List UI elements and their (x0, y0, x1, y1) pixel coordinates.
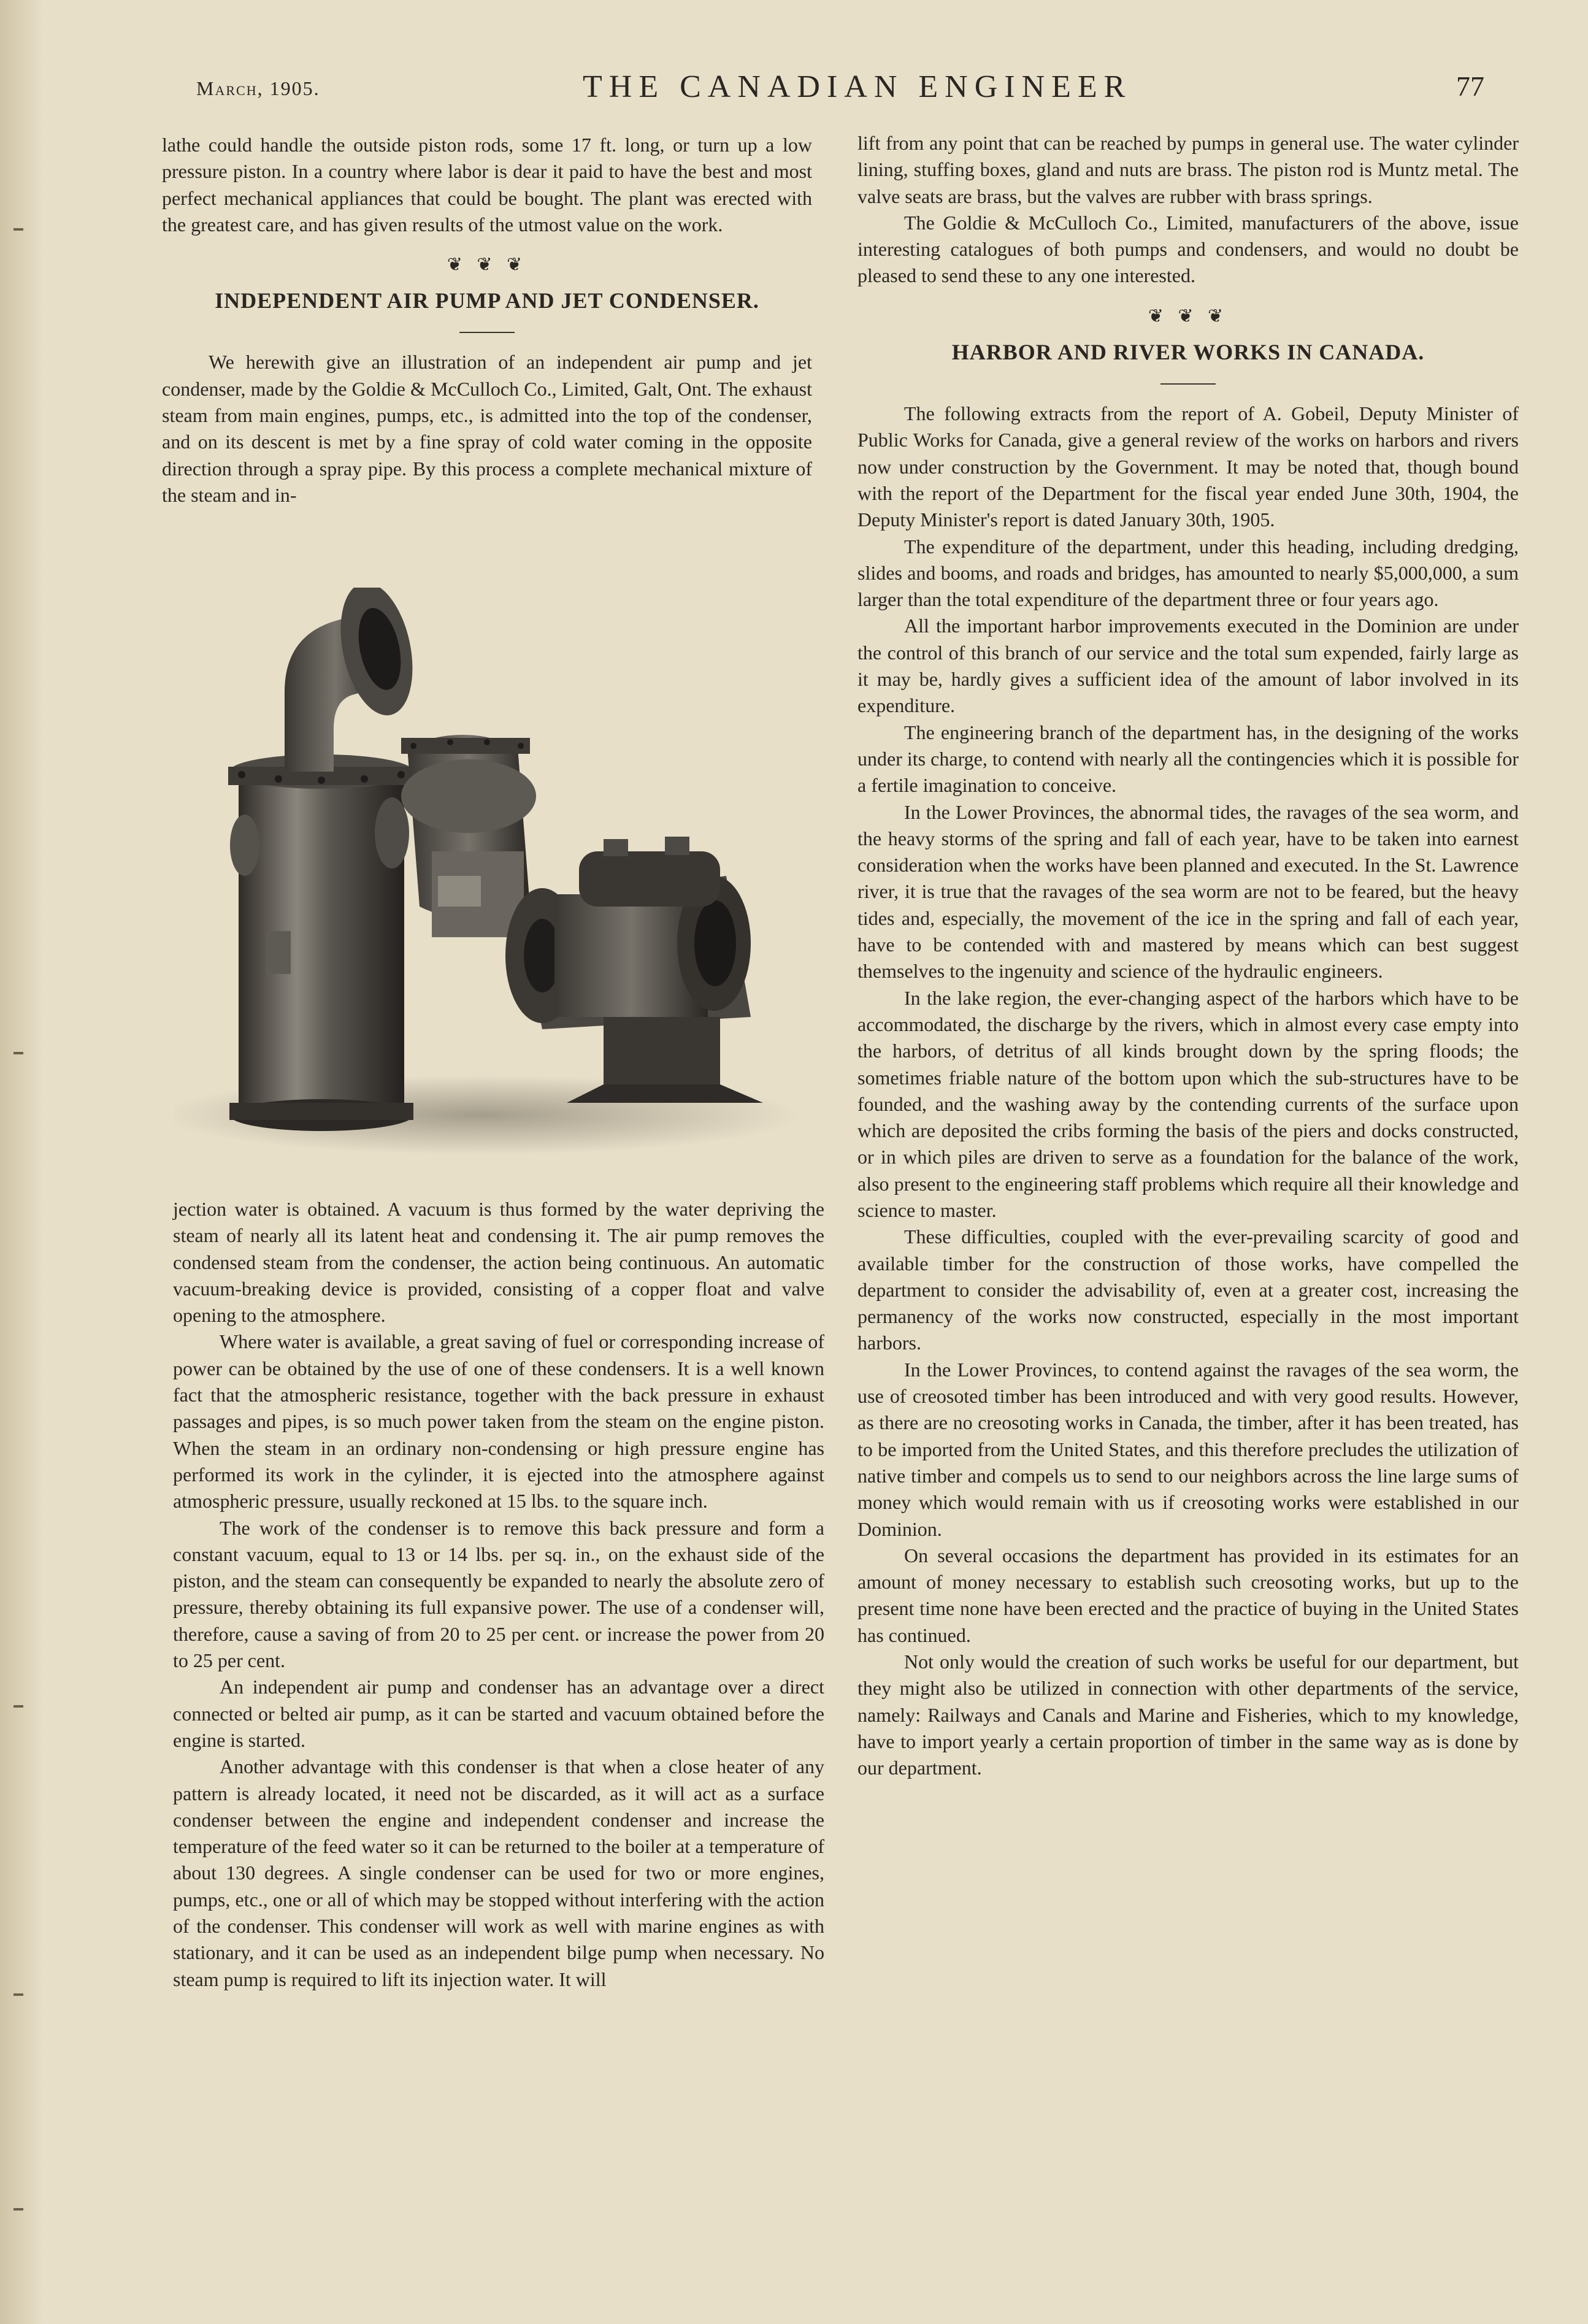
header-date: March, 1905. (196, 77, 320, 99)
paragraph: The Goldie & McCulloch Co., Limited, manufacturers of the above, issue interesting catalogues of both pumps and condensers, and would no doubt be pleased to send these to any one interested. (857, 211, 1519, 287)
paragraph: lathe could handle the outside piston rods, some 17 ft. long, or turn up a low pressure piston. In a country where labor is dear it paid to have the best and most perfect mechanical appliances that could be bought. The plant was erected with the greatest care, and has given results of the utmost value on the work. (162, 134, 812, 236)
page-header (196, 69, 1484, 112)
section-ornament: ❦ ❦ ❦ (447, 255, 527, 275)
paragraph: Not only would the creation of such works be useful for our department, but they might also be utilized in connection with other departments of the service, namely: Railways and Canals and Marine and Fisheries, which to my knowledge, have to import yearly a certain proportion of timber in the same way as is done by our department. (857, 1651, 1519, 1779)
margin-mark (13, 1993, 23, 1996)
condenser-illustration (174, 588, 824, 1158)
paragraph: The expenditure of the department, under this heading, including dredging, slides and booms, and roads and bridges, has amounted to nearly $5,000,000, a sum larger than the total expenditure of the department three or four years ago. (857, 535, 1519, 611)
right-column (857, 130, 1519, 1782)
paragraph: jection water is obtained. A vacuum is thus formed by the water depriving the steam of nearly all its latent heat and condensing it. The air pump removes the condensed steam from the condenser, the action being continuous. An automatic vacuum-breaking device is provided, consisting of a copper float and valve opening to the atmosphere. (173, 1198, 824, 1327)
heading-rule (1160, 383, 1216, 385)
heading-rule (459, 332, 515, 333)
paragraph: Where water is available, a great saving of fuel or corresponding increase of power can be obtained by the use of one of these condensers. It is a well known fact that the atmospheric resistance, together with the back pressure in exhaust passages and pipes, is so much power taken from the steam on the engine piston. When the steam in an ordinary non-condensing or high pressure engine has performed its work in the cylinder, it is ejected into the atmosphere against atmospheric pressure, usually reckoned at 15 lbs. to the square inch. (173, 1330, 824, 1513)
page-binding-edge (0, 0, 43, 2324)
paragraph: The following extracts from the report of A. Gobeil, Deputy Minister of Public Works for Canada, give a general review of the works on harbors and rivers now under construction by the Government. It may be noted that, though bound with the report of the Department for the fiscal year ended June 30th, 1904, the Deputy Minister's report is dated January 30th, 1905. (857, 402, 1519, 531)
margin-mark (13, 2208, 23, 2211)
article-heading-harbor-works: HARBOR AND RIVER WORKS IN CANADA. (951, 340, 1425, 365)
paragraph: lift from any point that can be reached by pumps in general use. The water cylinder lining, stuffing boxes, gland and nuts are brass. The piston rod is Muntz metal. The valve seats are brass, but the valves are rubber with brass springs. (857, 132, 1519, 207)
paragraph: The engineering branch of the department has, in the designing of the works under its charge, to contend with nearly all the contingencies which it is possible for a fertile imagination to conceive. (857, 721, 1519, 797)
paragraph: We herewith give an illustration of an independent air pump and jet condenser, made by the Goldie & McCulloch Co., Limited, Galt, Ont. The exhaust steam from main engines, pumps, etc., is admitted into the top of the condenser, and on its descent is met by a fine spray of cold water coming in the opposite direction through a spray pipe. By this process a complete mechanical mixture of the steam and in- (162, 351, 812, 506)
margin-mark (13, 228, 23, 231)
left-column-bottom (173, 1196, 824, 1993)
paragraph: In the Lower Provinces, the abnormal tides, the ravages of the sea worm, and the heavy storms of the spring and fall of each year, have to be taken into earnest consideration when the works have been planned and executed. In the St. Lawrence river, it is true that the ravages of the sea worm are not to be feared, but the heavy tides and, especially, the movement of the ice in the spring and fall of each year, have to be contended with and mastered by means which can best suggest themselves to the ingenuity and science of the hydraulic engineers. (857, 800, 1519, 983)
paragraph: Another advantage with this condenser is that when a close heater of any pattern is already located, it need not be discarded, as it will act as a surface condenser between the engine and independent condenser and increase the temperature of the feed water so it can be returned to the boiler at a temperature of about 130 degrees. A single condenser can be used for two or more engines, pumps, etc., one or all of which may be stopped without interfering with the action of the condenser. This condenser will work as well with marine engines as with stationary, and it can be used as an independent bilge pump when necessary. No steam pump is required to lift its injection water. It will (173, 1755, 824, 1990)
paragraph: In the lake region, the ever-changing aspect of the harbors which have to be accommodated, the discharge by the rivers, which in almost every case empty into the harbors, of detritus of all kinds brought down by the spring floods; the sometimes friable nature of the bottom upon which the sub-structures have to be founded, and the washing away by the contending currents of the surface upon which are deposited the cribs forming the basis of the piers and docks constructed, or in which piles are driven to serve as a foundation for the balance of the work, also present to the engineering staff problems which require all their knowledge and science to master. (857, 986, 1519, 1221)
paragraph: An independent air pump and condenser has an advantage over a direct connected or belted air pump, as it can be started and vacuum obtained before the engine is started. (173, 1676, 824, 1751)
paragraph: The work of the condenser is to remove this back pressure and form a constant vacuum, equal to 13 or 14 lbs. per sq. in., on the exhaust side of the piston, and the steam can consequently be expanded to nearly the absolute zero of pressure, thereby obtaining its full expansive power. The use of a condenser will, therefore, cause a saving of from 20 to 25 per cent. or increase the power from 20 to 25 per cent. (173, 1516, 824, 1672)
left-column-top (162, 132, 812, 508)
paragraph: These difficulties, coupled with the ever-prevailing scarcity of good and available timber for the construction of those works, have compelled the department to consider the advisability of, even at a greater cost, increasing the permanency of the works now constructed, especially in the most important harbors. (857, 1225, 1519, 1354)
margin-mark (13, 1705, 23, 1708)
page-number: 77 (1456, 71, 1484, 102)
paragraph: All the important harbor improvements executed in the Dominion are under the control of this branch of our service and the total sum expended, fairly large as it may be, hardly gives a sufficient idea of the amount of labor involved in its expenditure. (857, 615, 1519, 717)
paragraph: On several occasions the department has provided in its estimates for an amount of money necessary to establish such creosoting works, but up to the present time none have been erected and the practice of buying in the United States has continued. (857, 1544, 1519, 1646)
margin-mark (13, 1052, 23, 1054)
article-heading-air-pump: INDEPENDENT AIR PUMP AND JET CONDENSER. (215, 288, 759, 313)
section-ornament: ❦ ❦ ❦ (1148, 305, 1229, 326)
journal-title: THE CANADIAN ENGINEER (583, 69, 1132, 104)
paragraph: In the Lower Provinces, to contend against the ravages of the sea worm, the use of creosoted timber has been introduced and with very good results. However, as there are no creosoting works in Canada, the timber, after it has been treated, has to be imported from the United States, and this therefore precludes the utilization of native timber and compels us to send to our neighbors across the line large sums of money which would remain with us if creosoting works were established in our Dominion. (857, 1358, 1519, 1540)
